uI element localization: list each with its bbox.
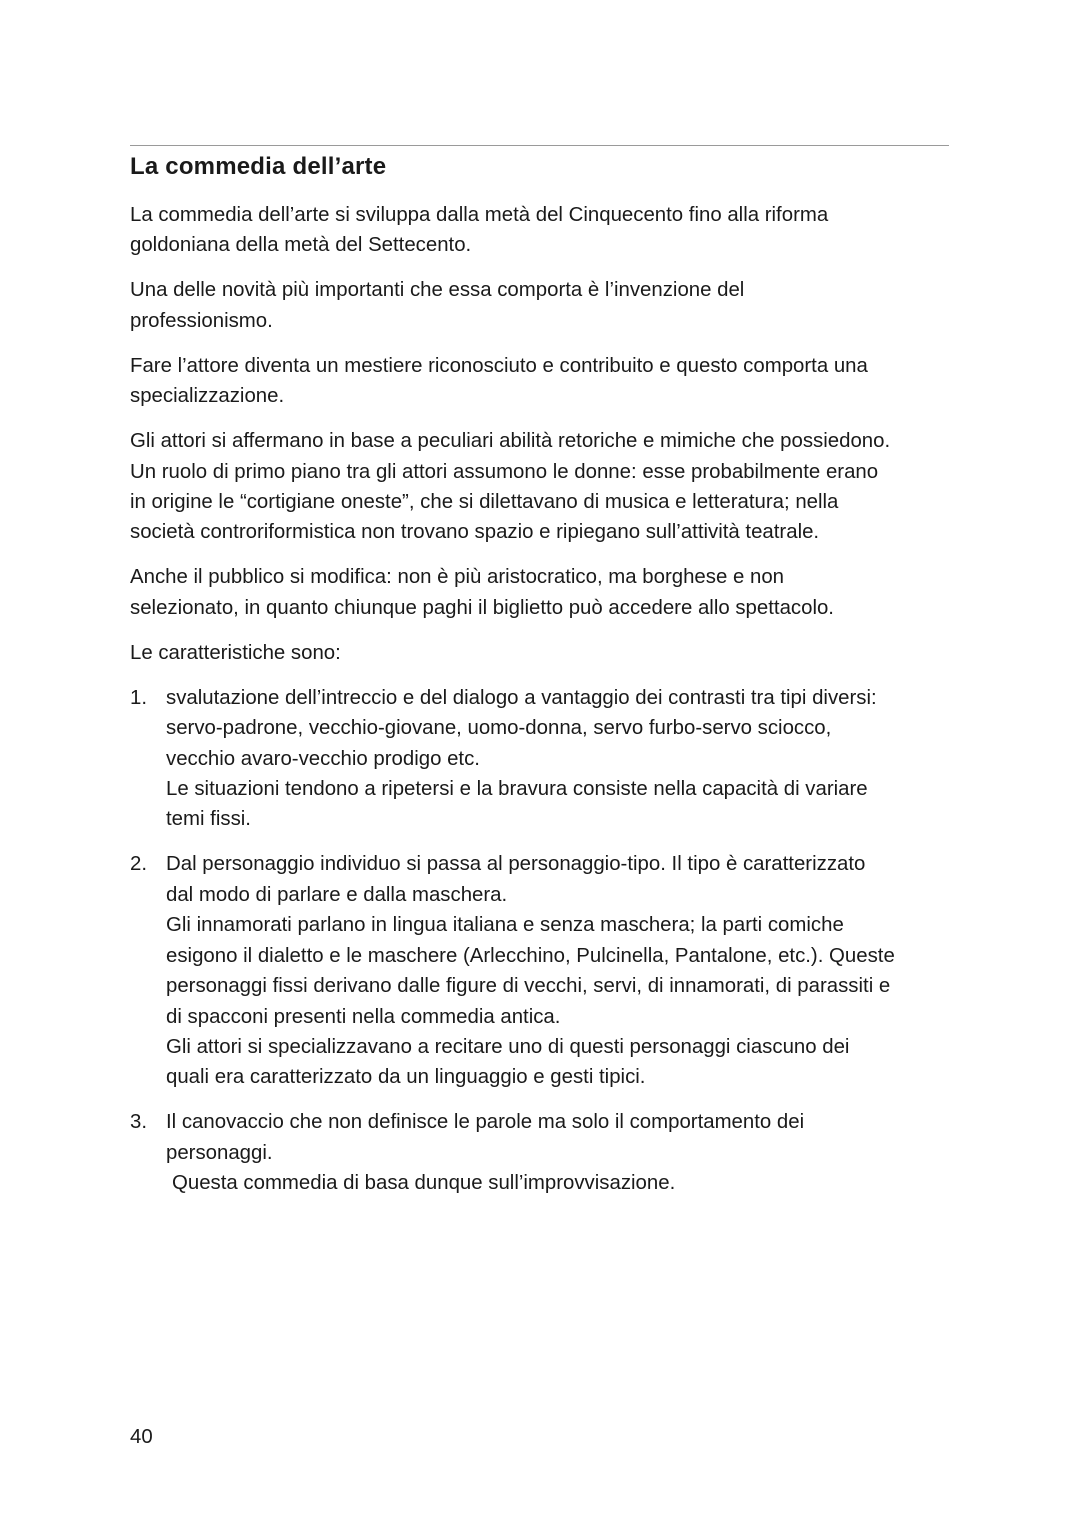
text-line: Gli attori si affermano in base a peculiari abilità retoriche e mimiche che possiedono.	[130, 430, 891, 453]
text-line: goldoniana della metà del Settecento.	[130, 234, 472, 257]
text-line: specializzazione.	[130, 385, 285, 408]
text-line: Questa commedia di basa dunque sull’improvvisazione.	[172, 1172, 676, 1195]
list-item	[130, 849, 960, 1092]
text-line: esigono il dialetto e le maschere (Arlecchino, Pulcinella, Pantalone, etc.). Queste	[166, 944, 895, 967]
text-line: personaggi.	[166, 1141, 273, 1164]
text-line: Il canovaccio che non definisce le parole ma solo il comportamento dei	[166, 1111, 805, 1134]
characteristics-list	[130, 683, 960, 1199]
paragraph	[130, 426, 960, 548]
text-line: società controriformistica non trovano spazio e ripiegano sull’attività teatrale.	[130, 521, 820, 544]
list-number: 1.	[130, 686, 148, 709]
text-line: servo-padrone, vecchio-giovane, uomo-donna, servo furbo-servo sciocco,	[166, 717, 832, 740]
header-rule	[130, 145, 949, 146]
text-line: temi fissi.	[166, 808, 251, 831]
text-line: Le situazioni tendono a ripetersi e la bravura consiste nella capacità di variare	[166, 778, 868, 801]
text-line: svalutazione dell’intreccio e del dialogo a vantaggio dei contrasti tra tipi diversi:	[166, 686, 877, 709]
text-line: Una delle novità più importanti che essa comporta è l’invenzione del	[130, 279, 745, 302]
text-line: in origine le “cortigiane oneste”, che si dilettavano di musica e letteratura; nella	[130, 491, 839, 514]
paragraph	[130, 351, 960, 412]
list-item	[130, 683, 960, 835]
text-line: Dal personaggio individuo si passa al personaggio-tipo. Il tipo è caratterizzato	[166, 853, 866, 876]
paragraph	[130, 275, 960, 336]
list-number: 2.	[130, 853, 148, 876]
page-title: La commedia dell’arte	[130, 153, 387, 180]
text-line: Fare l’attore diventa un mestiere riconosciuto e contribuito e questo comporta una	[130, 354, 868, 377]
text-line: selezionato, in quanto chiunque paghi il biglietto può accedere allo spettacolo.	[130, 596, 834, 619]
document-body	[130, 200, 960, 1213]
text-line: Le caratteristiche sono:	[130, 641, 341, 664]
text-line: vecchio avaro-vecchio prodigo etc.	[166, 747, 480, 770]
paragraph	[130, 200, 960, 261]
text-line: quali era caratterizzato da un linguaggio e gesti tipici.	[166, 1066, 646, 1089]
text-line: Un ruolo di primo piano tra gli attori assumono le donne: esse probabilmente erano	[130, 460, 879, 483]
text-line: personaggi fissi derivano dalle figure di vecchi, servi, di innamorati, di parassiti e	[166, 975, 891, 998]
text-line: Gli attori si specializzavano a recitare uno di questi personaggi ciascuno dei	[166, 1035, 850, 1058]
list-item	[130, 1107, 960, 1198]
paragraph	[130, 562, 960, 623]
text-line: dal modo di parlare e dalla maschera.	[166, 883, 508, 906]
text-line: La commedia dell’arte si sviluppa dalla metà del Cinquecento fino alla riforma	[130, 204, 829, 226]
list-number: 3.	[130, 1111, 148, 1134]
page-number: 40	[130, 1426, 153, 1448]
text-line: professionismo.	[130, 309, 273, 332]
text-line: Anche il pubblico si modifica: non è più aristocratico, ma borghese e non	[130, 566, 785, 589]
text-line: di spacconi presenti nella commedia antica.	[166, 1005, 561, 1028]
paragraph	[130, 638, 960, 668]
text-line: Gli innamorati parlano in lingua italiana e senza maschera; la parti comiche	[166, 914, 844, 937]
